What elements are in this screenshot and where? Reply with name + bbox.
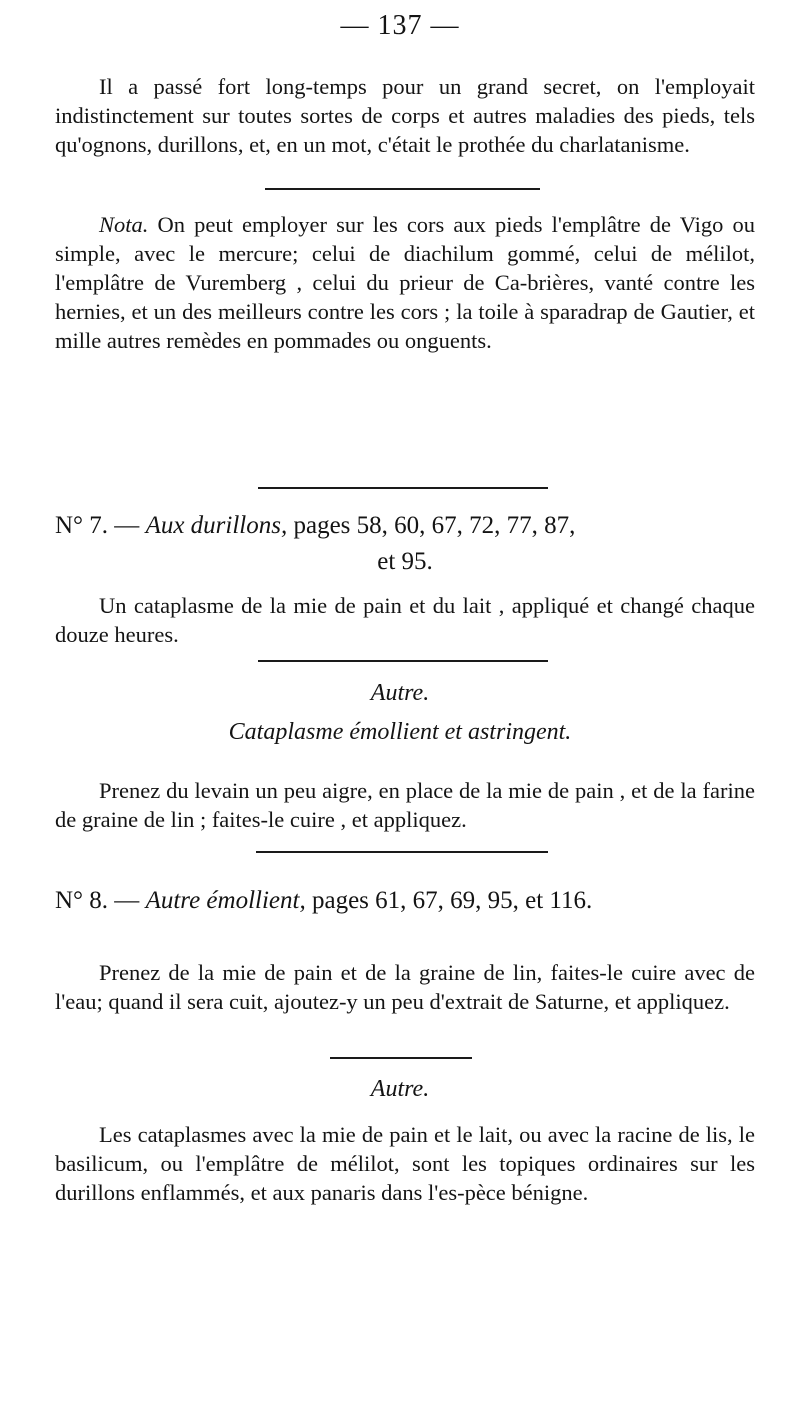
nota-label: Nota. xyxy=(99,212,149,237)
recipe-pages: pages 58, 60, 67, 72, 77, 87, xyxy=(287,512,576,539)
divider-rule xyxy=(258,487,548,489)
autre-heading: Autre. xyxy=(370,680,430,706)
recipe-number: N° 8. — xyxy=(55,887,146,914)
nota-paragraph xyxy=(55,210,755,355)
recipe-heading-8 xyxy=(55,883,755,919)
recipe-title: Aux durillons, xyxy=(145,512,288,539)
page-number: — 137 — xyxy=(340,10,460,41)
paragraph-cataplasme: Prenez du levain un peu aigre, en place de la mie de pain , et de la farine de graine de lin ; faites-le cuire , et appliquez. xyxy=(55,778,755,832)
recipe-title: Autre émollient, xyxy=(145,887,306,914)
recipe-heading-7 xyxy=(55,508,755,580)
paragraph-intro: Il a passé fort long-temps pour un grand secret, on l'employait indistinctement sur toutes sortes de corps et autres maladies des pieds, tels qu'ognons, durillons, et, en un mot, c'était le prothée du charlatanisme. xyxy=(55,74,755,157)
paragraph-recipe-7: Un cataplasme de la mie de pain et du lait , appliqué et changé chaque douze heures. xyxy=(55,593,755,647)
paragraph-final: Les cataplasmes avec la mie de pain et le lait, ou avec la racine de lis, le basilicum, ou l'emplâtre de mélilot, sont les topiques ordinaires sur les durillons enflammés, et aux panaris dans l'es-pèce bénigne. xyxy=(55,1122,755,1205)
recipe-pages: pages 61, 67, 69, 95, et 116. xyxy=(305,887,593,914)
recipe-number: N° 7. — xyxy=(55,512,146,539)
divider-rule xyxy=(330,1057,472,1059)
divider-rule xyxy=(265,188,540,190)
paragraph-recipe-8: Prenez de la mie de pain et de la graine de lin, faites-le cuire avec de l'eau; quand il sera cuit, ajoutez-y un peu d'extrait de Saturne, et appliquez. xyxy=(55,960,755,1014)
cataplasme-title: Cataplasme émollient et astringent. xyxy=(228,719,572,745)
divider-rule xyxy=(256,851,548,853)
recipe-pages-cont: et 95. xyxy=(377,548,433,575)
nota-text: On peut employer sur les cors aux pieds l'emplâtre de Vigo ou simple, avec le mercure; celui de diachilum gommé, celui de mélilot, l'emplâtre de Vuremberg , celui du prieur de Ca-brières, vanté contre les hernies, et un des meilleurs contre les cors ; la toile à sparadrap de Gautier, et mille autres remèdes en pommades ou onguents. xyxy=(55,212,755,353)
divider-rule xyxy=(258,660,548,662)
autre-heading: Autre. xyxy=(370,1076,430,1102)
